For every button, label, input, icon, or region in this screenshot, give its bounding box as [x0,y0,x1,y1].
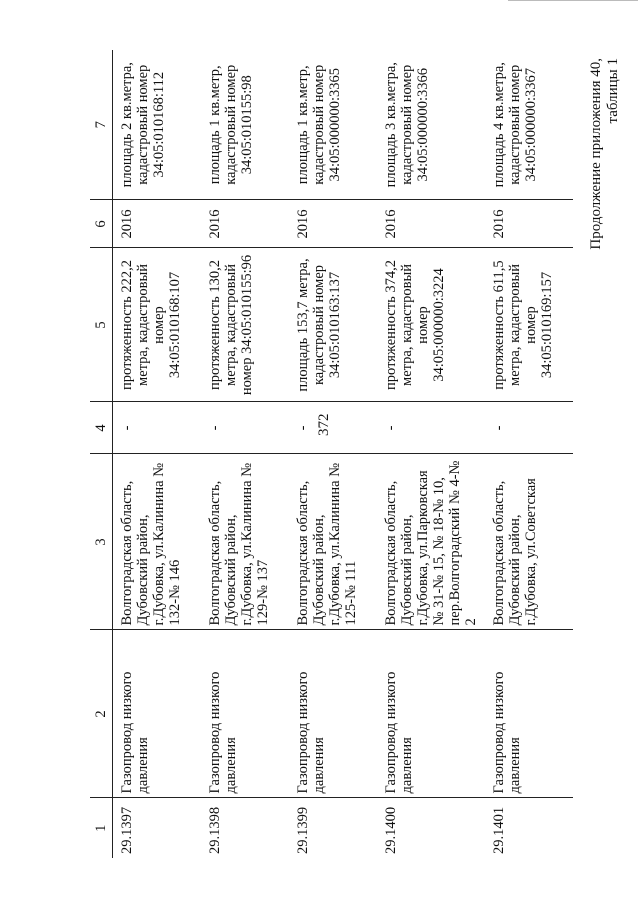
object-note: площадь 1 кв.метр, кадастровый номер 34:05:000000:3365 [289,50,377,200]
object-note: площадь 4 кв.метра, кадастровый номер 34:05:000000:3367 [485,50,573,200]
object-name: Газопровод низкого давления [201,630,289,798]
object-characteristics: протяженность 130,2 метра, кадастровый номер 34:05:010155:96 [201,248,289,402]
header-col-3: 3 [90,454,113,630]
row-number: 29.1399 [294,806,311,854]
header-col-4: 4 [90,402,113,454]
object-address: Волгоградская область, Дубовский район, г.Дубовка, ул.Калинина № 125-№ 111 [289,454,377,630]
object-characteristics: площадь 153,7 метра, кадастровый номер 34:05:010163:137 [289,248,377,402]
header-col-7: 7 [90,50,113,200]
row-number: 29.1400 [382,806,399,854]
header-row [90,50,113,858]
col4-value: - [289,402,377,454]
object-note: площадь 1 кв.метр, кадастровый номер 34:05:010155:98 [201,50,289,200]
row-number: 29.1397 [119,806,135,854]
header-col-5: 5 [90,248,113,402]
object-note: площадь 3 кв.метра, кадастровый номер 34:05:000000:3366 [377,50,485,200]
object-name: Газопровод низкого давления [485,630,573,798]
corner-mark [508,0,638,1]
header-col-2: 2 [90,630,113,798]
registry-table-container [90,50,624,858]
col4-value: - [201,402,289,454]
col4-value: - [377,402,485,454]
registry-table [90,50,573,858]
object-year: 2016 [377,200,485,248]
col4-value: - [113,402,201,454]
object-address: Волгоградская область, Дубовский район, г.Дубовка, ул.Парковская № 31-№ 15, № 18-№ 10, пер.Волгоградский № 4-№ 2 [377,454,485,630]
header-col-1: 1 [90,798,113,858]
continuation-line-2: таблицы 1 [605,58,621,124]
object-characteristics: протяженность 222,2 метра, кадастровый номер 34:05:010168:107 [113,248,201,402]
object-note: площадь 2 кв.метра, кадастровый номер 34:05:010168:112 [113,50,201,200]
page-number: 372 [316,413,332,436]
object-name: Газопровод низкого давления [377,630,485,798]
object-address: Волгоградская область, Дубовский район, г.Дубовка, ул.Советская [485,454,573,630]
object-year: 2016 [201,200,289,248]
table-row [201,50,289,858]
object-name: Газопровод низкого давления [113,630,201,798]
object-address: Волгоградская область, Дубовский район, г.Дубовка, ул.Калинина № 129-№ 137 [201,454,289,630]
object-characteristics: протяженность 611,5 метра, кадастровый номер 34:05:010169:157 [485,248,573,402]
continuation-line-1: Продолжение приложения 40, [588,58,604,250]
object-year: 2016 [113,200,201,248]
object-characteristics: протяженность 374,2 метра, кадастровый номер 34:05:000000:3224 [377,248,485,402]
object-year: 2016 [485,200,573,248]
object-name: Газопровод низкого давления [289,630,377,798]
row-number: 29.1401 [490,806,507,854]
table-row [289,50,377,858]
table-row [113,50,201,858]
object-year: 2016 [289,200,377,248]
object-address: Волгоградская область, Дубовский район, г.Дубовка, ул.Калинина № 132-№ 146 [113,454,201,630]
col4-value: - [485,402,573,454]
table-row [377,50,485,858]
row-number: 29.1398 [206,806,223,854]
header-col-6: 6 [90,200,113,248]
table-row [485,50,573,858]
